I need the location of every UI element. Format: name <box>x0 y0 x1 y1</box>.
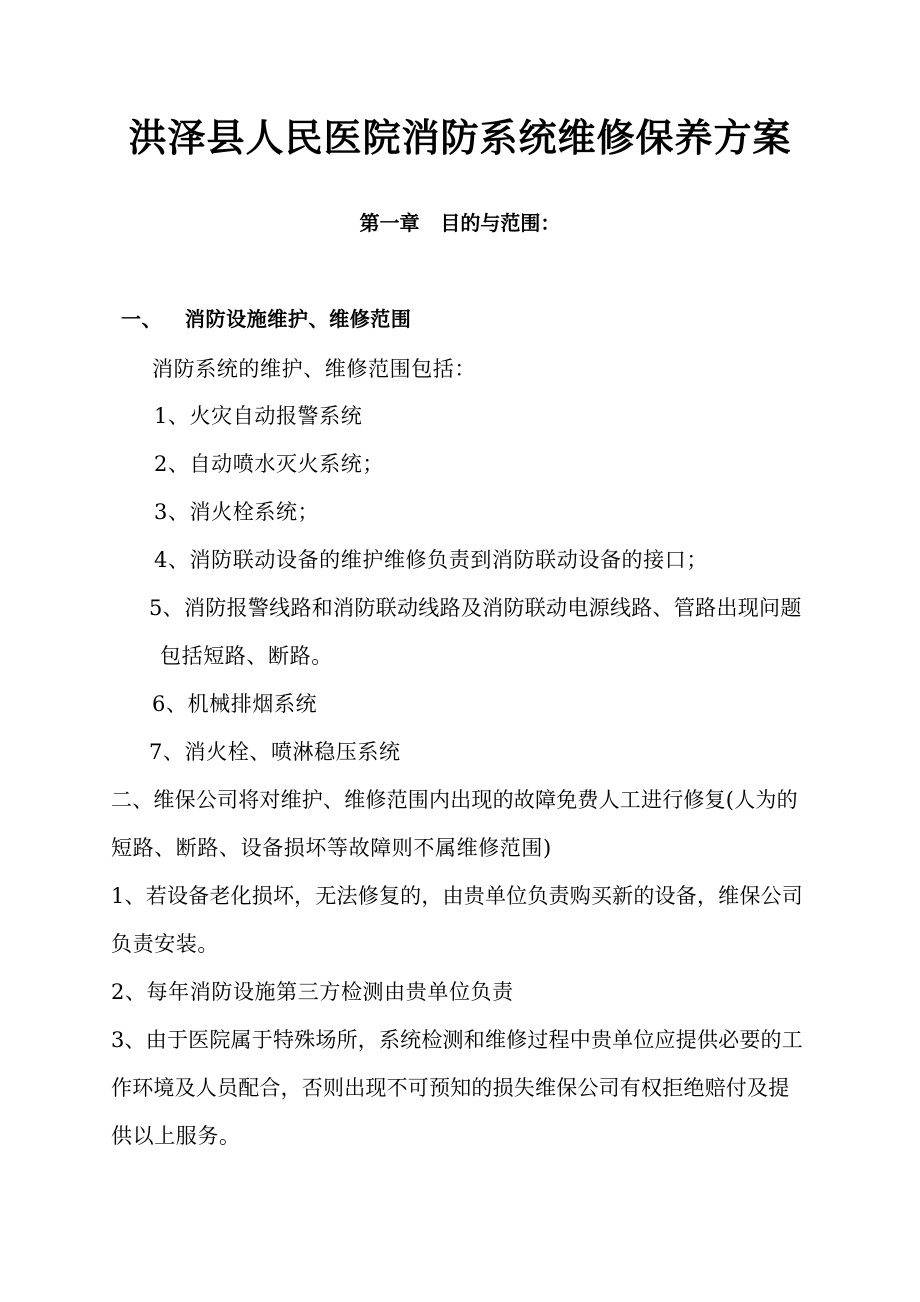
list-item: 6、机械排烟系统 <box>152 692 318 716</box>
section-heading: 一、 消防设施维护、维修范围 <box>121 307 412 331</box>
paragraph-line: 2、每年消防设施第三方检测由贵单位负责 <box>111 980 514 1004</box>
list-item-continuation: 包括短路、断路。 <box>160 644 333 668</box>
paragraph-line: 二、维保公司将对维护、维修范围内出现的故障免费人工进行修复(人为的 <box>111 788 798 812</box>
document-title: 洪泽县人民医院消防系统维修保养方案 <box>128 116 792 160</box>
paragraph-line: 短路、断路、设备损坏等故障则不属维修范围) <box>111 836 552 860</box>
list-item: 5、消防报警线路和消防联动线路及消防联动电源线路、管路出现问题 <box>149 596 802 620</box>
chapter-heading: 第一章 目的与范围： <box>359 211 561 235</box>
paragraph-line: 1、若设备老化损坏，无法修复的，由贵单位负责购买新的设备，维保公司 <box>111 884 803 908</box>
list-item: 4、消防联动设备的维护维修负责到消防联动设备的接口； <box>154 548 708 572</box>
paragraph-line: 作环境及人员配合，否则出现不可预知的损失维保公司有权拒绝赔付及提 <box>111 1076 790 1100</box>
list-item: 7、消火栓、喷淋稳压系统 <box>149 740 401 764</box>
list-item: 3、消火栓系统； <box>154 500 320 524</box>
section-intro: 消防系统的维护、维修范围包括： <box>152 357 476 381</box>
paragraph-line: 3、由于医院属于特殊场所，系统检测和维修过程中贵单位应提供必要的工 <box>111 1028 803 1052</box>
paragraph-line: 负责安装。 <box>111 932 219 956</box>
list-item: 1、火灾自动报警系统 <box>154 404 363 428</box>
paragraph-line: 供以上服务。 <box>111 1124 241 1148</box>
list-item: 2、自动喷水灭火系统； <box>154 452 384 476</box>
